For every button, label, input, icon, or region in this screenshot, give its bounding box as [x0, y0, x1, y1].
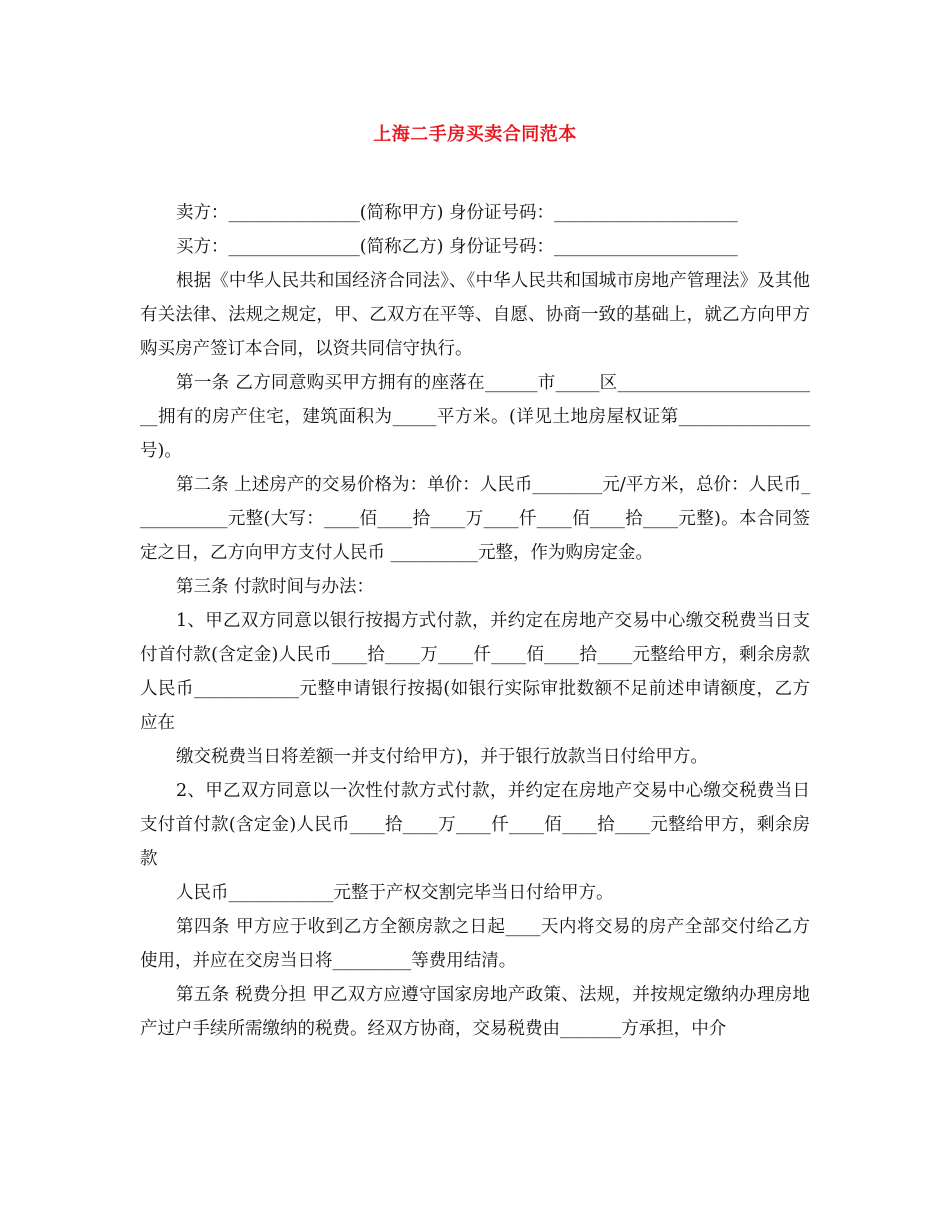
buyer-line: 买方：_______________(简称乙方) 身份证号码：_____________________ — [176, 237, 738, 257]
seller-line: 卖方：_______________(简称甲方) 身份证号码：_____________________ — [176, 203, 738, 223]
article-1-paragraph: 第一条 乙方同意购买甲方拥有的座落在______市_____区________________________拥有的房产住宅，建筑面积为_____平方米。(详见土地房屋权证第_______________号)。 — [140, 373, 810, 461]
preamble-paragraph: 根据《中华人民共和国经济合同法》、《中华人民共和国城市房地产管理法》及其他有关法律、法规之规定，甲、乙双方在平等、自愿、协商一致的基础上，就乙方向甲方购买房产签订本合同，以资共同信守执行。 — [140, 271, 810, 359]
article-3-item-1: 1、甲乙双方同意以银行按揭方式付款，并约定在房地产交易中心缴交税费当日支付首付款(含定金)人民币____拾____万____仟____佰____拾____元整给甲方，剩余房款人民币____________元整申请银行按揭(如银行实际审批数额不足前述申请额度，乙方应在 — [140, 611, 810, 733]
article-3-heading: 第三条 付款时间与办法： — [176, 577, 375, 597]
article-2-paragraph: 第二条 上述房产的交易价格为：单价：人民币________元/平方米，总价：人民币___________元整(大写：____佰____拾____万____仟____佰____拾____元整)。本合同签定之日，乙方向甲方支付人民币 __________元整，作为购房定金。 — [140, 475, 810, 563]
article-5-paragraph: 第五条 税费分担 甲乙双方应遵守国家房地产政策、法规，并按规定缴纳办理房地产过户手续所需缴纳的税费。经双方协商，交易税费由_______方承担，中介 — [140, 985, 810, 1039]
article-3-item-2-continued: 人民币____________元整于产权交割完毕当日付给甲方。 — [176, 883, 614, 903]
article-4-paragraph: 第四条 甲方应于收到乙方全额房款之日起____天内将交易的房产全部交付给乙方使用，并应在交房当日将_________等费用结清。 — [140, 917, 810, 971]
article-3-item-1-continued: 缴交税费当日将差额一并支付给甲方)，并于银行放款当日付给甲方。 — [176, 747, 708, 767]
article-3-item-2: 2、甲乙双方同意以一次性付款方式付款，并约定在房地产交易中心缴交税费当日支付首付款(含定金)人民币____拾____万____仟____佰____拾____元整给甲方，剩余房款 — [140, 781, 810, 869]
document-title: 上海二手房买卖合同范本 — [373, 124, 577, 145]
